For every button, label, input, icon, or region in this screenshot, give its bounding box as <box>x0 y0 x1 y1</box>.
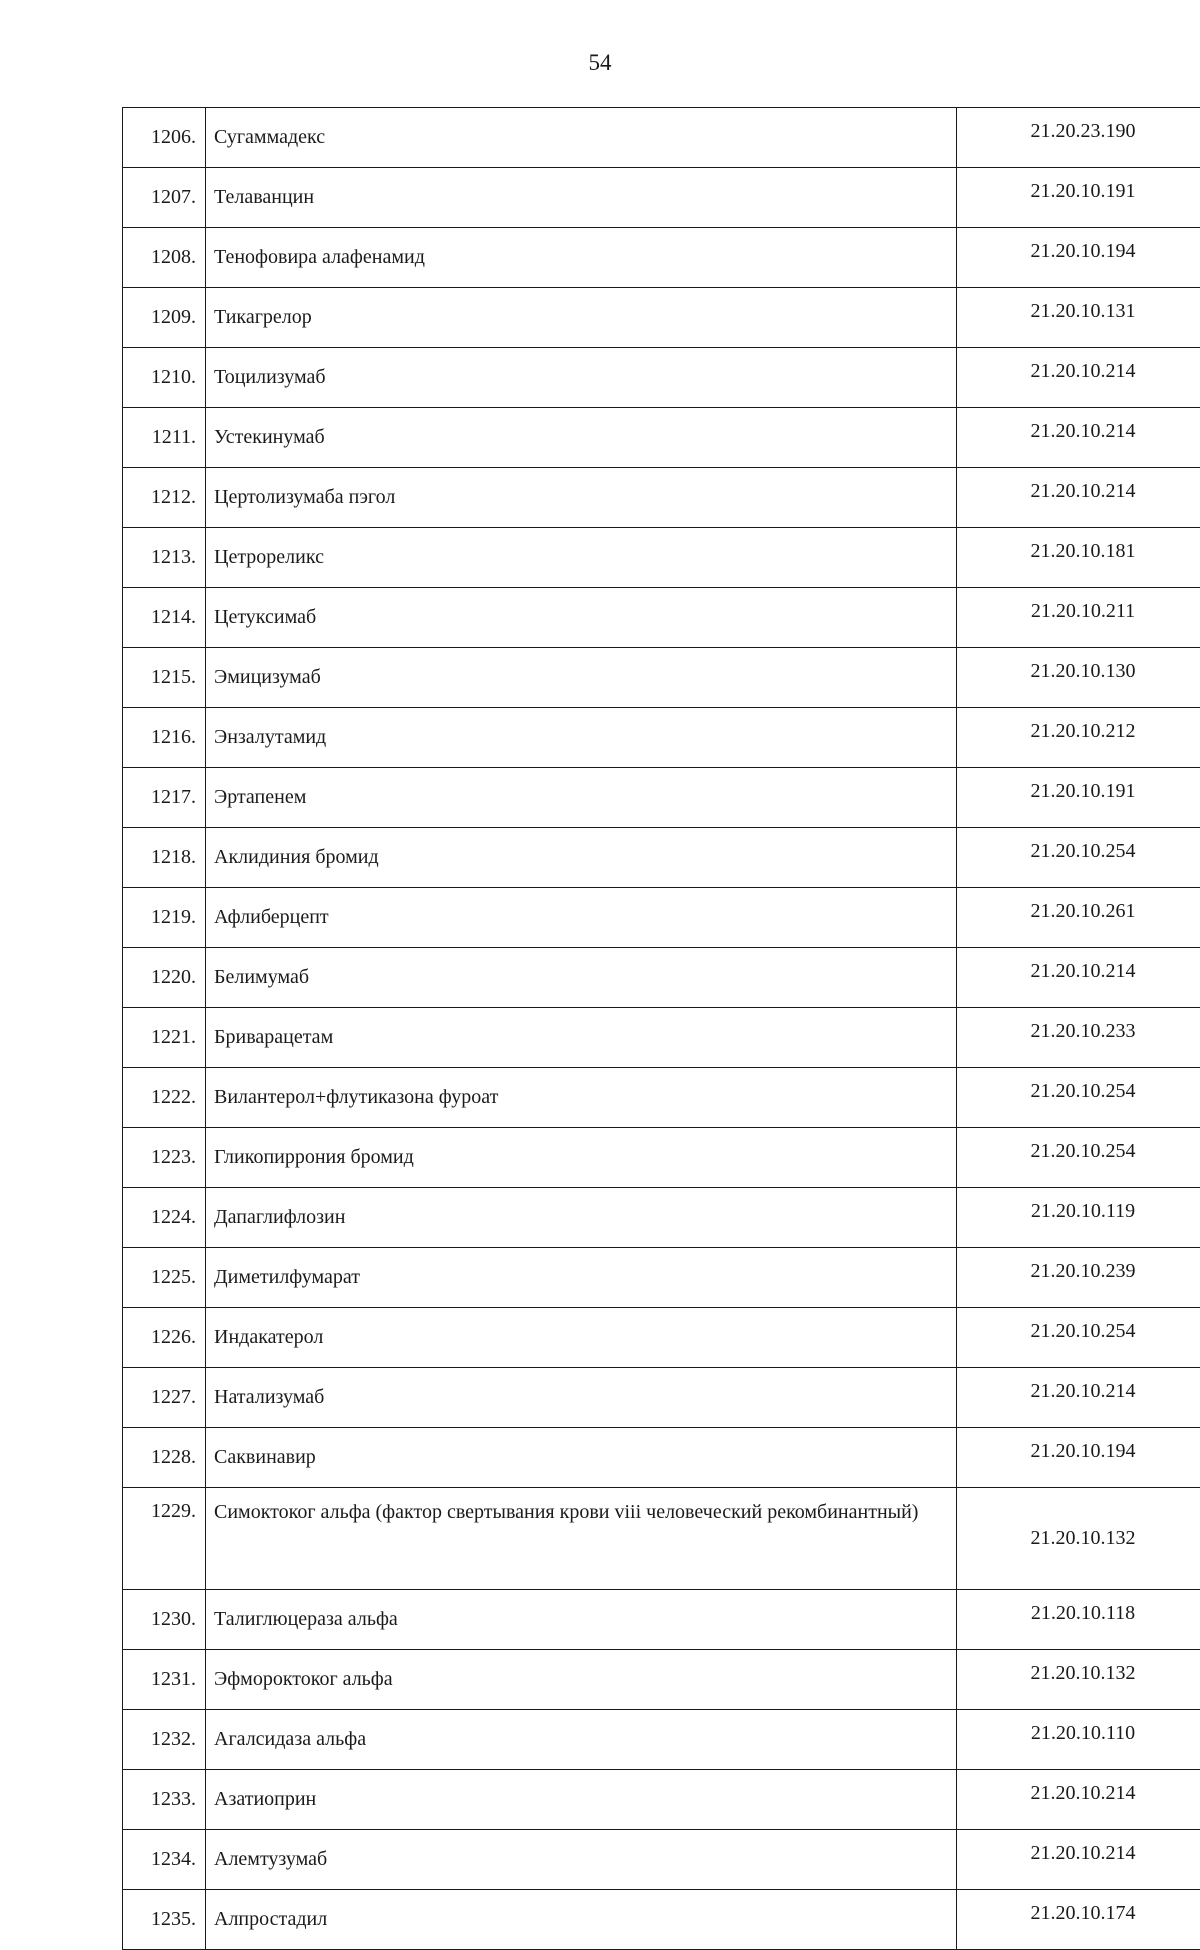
table-row <box>123 468 1200 528</box>
row-number-cell: 1210. <box>123 348 206 408</box>
row-number-cell: 1235. <box>123 1890 206 1950</box>
code-cell: 21.20.10.211 <box>957 588 1200 648</box>
table-row <box>123 1368 1200 1428</box>
table-row <box>123 948 1200 1008</box>
table-row <box>123 1590 1200 1650</box>
table-row <box>123 888 1200 948</box>
drug-name-cell: Аклидиния бромид <box>206 828 957 888</box>
table-row <box>123 1770 1200 1830</box>
code-cell: 21.20.10.214 <box>957 1368 1200 1428</box>
row-number-cell: 1233. <box>123 1770 206 1830</box>
row-number-cell: 1220. <box>123 948 206 1008</box>
drug-name-cell: Натализумаб <box>206 1368 957 1428</box>
table-row <box>123 1890 1200 1950</box>
code-cell: 21.20.10.194 <box>957 228 1200 288</box>
code-cell: 21.20.10.181 <box>957 528 1200 588</box>
code-cell: 21.20.10.254 <box>957 1128 1200 1188</box>
table-row <box>123 228 1200 288</box>
drug-name-cell: Бриварацетам <box>206 1008 957 1068</box>
code-cell: 21.20.10.132 <box>957 1650 1200 1710</box>
row-number-cell: 1215. <box>123 648 206 708</box>
code-cell: 21.20.10.214 <box>957 408 1200 468</box>
drug-table-body <box>123 108 1200 1950</box>
code-cell: 21.20.10.174 <box>957 1890 1200 1950</box>
code-cell: 21.20.10.261 <box>957 888 1200 948</box>
row-number-cell: 1230. <box>123 1590 206 1650</box>
code-cell: 21.20.10.131 <box>957 288 1200 348</box>
drug-name-cell: Диметилфумарат <box>206 1248 957 1308</box>
row-number-cell: 1229. <box>123 1488 206 1590</box>
table-row <box>123 1650 1200 1710</box>
code-cell: 21.20.10.110 <box>957 1710 1200 1770</box>
table-row <box>123 588 1200 648</box>
row-number-cell: 1227. <box>123 1368 206 1428</box>
code-cell: 21.20.10.254 <box>957 1068 1200 1128</box>
row-number-cell: 1207. <box>123 168 206 228</box>
drug-name-cell: Цертолизумаба пэгол <box>206 468 957 528</box>
drug-name-cell: Эмицизумаб <box>206 648 957 708</box>
table-row <box>123 1188 1200 1248</box>
table-row <box>123 1830 1200 1890</box>
row-number-cell: 1226. <box>123 1308 206 1368</box>
drug-name-cell: Алпростадил <box>206 1890 957 1950</box>
code-cell: 21.20.10.191 <box>957 168 1200 228</box>
page-number: 54 <box>0 50 1200 76</box>
table-row <box>123 168 1200 228</box>
table-row <box>123 648 1200 708</box>
code-cell: 21.20.10.214 <box>957 468 1200 528</box>
table-row <box>123 828 1200 888</box>
row-number-cell: 1223. <box>123 1128 206 1188</box>
code-cell: 21.20.10.119 <box>957 1188 1200 1248</box>
drug-name-cell: Белимумаб <box>206 948 957 1008</box>
row-number-cell: 1225. <box>123 1248 206 1308</box>
row-number-cell: 1221. <box>123 1008 206 1068</box>
table-row <box>123 1068 1200 1128</box>
drug-name-cell: Азатиоприн <box>206 1770 957 1830</box>
row-number-cell: 1211. <box>123 408 206 468</box>
table-row <box>123 348 1200 408</box>
drug-name-cell: Дапаглифлозин <box>206 1188 957 1248</box>
table-row <box>123 1128 1200 1188</box>
code-cell: 21.20.10.233 <box>957 1008 1200 1068</box>
code-cell: 21.20.10.191 <box>957 768 1200 828</box>
row-number-cell: 1217. <box>123 768 206 828</box>
table-row <box>123 708 1200 768</box>
row-number-cell: 1231. <box>123 1650 206 1710</box>
row-number-cell: 1219. <box>123 888 206 948</box>
drug-name-cell: Тоцилизумаб <box>206 348 957 408</box>
drug-name-cell: Цетрореликс <box>206 528 957 588</box>
row-number-cell: 1213. <box>123 528 206 588</box>
table-row <box>123 1008 1200 1068</box>
row-number-cell: 1209. <box>123 288 206 348</box>
row-number-cell: 1212. <box>123 468 206 528</box>
row-number-cell: 1214. <box>123 588 206 648</box>
table-row <box>123 528 1200 588</box>
drug-name-cell: Гликопиррония бромид <box>206 1128 957 1188</box>
table-row <box>123 408 1200 468</box>
row-number-cell: 1216. <box>123 708 206 768</box>
table-row <box>123 768 1200 828</box>
code-cell: 21.20.10.118 <box>957 1590 1200 1650</box>
table-row <box>123 1428 1200 1488</box>
code-cell: 21.20.10.214 <box>957 1770 1200 1830</box>
drug-name-cell: Тикагрелор <box>206 288 957 348</box>
code-cell: 21.20.10.214 <box>957 348 1200 408</box>
drug-name-cell: Цетуксимаб <box>206 588 957 648</box>
row-number-cell: 1228. <box>123 1428 206 1488</box>
row-number-cell: 1222. <box>123 1068 206 1128</box>
row-number-cell: 1208. <box>123 228 206 288</box>
code-cell: 21.20.10.214 <box>957 948 1200 1008</box>
table-row <box>123 288 1200 348</box>
drug-name-cell: Эртапенем <box>206 768 957 828</box>
table-row <box>123 1710 1200 1770</box>
drug-name-cell: Энзалутамид <box>206 708 957 768</box>
drug-table <box>122 107 1200 1950</box>
code-cell: 21.20.10.194 <box>957 1428 1200 1488</box>
drug-name-cell: Эфмороктоког альфа <box>206 1650 957 1710</box>
table-row <box>123 1248 1200 1308</box>
row-number-cell: 1232. <box>123 1710 206 1770</box>
row-number-cell: 1218. <box>123 828 206 888</box>
table-row <box>123 1488 1200 1590</box>
row-number-cell: 1234. <box>123 1830 206 1890</box>
drug-name-cell: Тенофовира алафенамид <box>206 228 957 288</box>
drug-name-cell: Вилантерол+флутиказона фуроат <box>206 1068 957 1128</box>
table-row <box>123 108 1200 168</box>
code-cell: 21.20.10.239 <box>957 1248 1200 1308</box>
code-cell: 21.20.23.190 <box>957 108 1200 168</box>
code-cell: 21.20.10.130 <box>957 648 1200 708</box>
code-cell: 21.20.10.254 <box>957 828 1200 888</box>
drug-name-cell: Талиглюцераза альфа <box>206 1590 957 1650</box>
drug-name-cell: Симоктоког альфа (фактор свертывания крови viii человеческий рекомбинантный) <box>206 1488 957 1590</box>
drug-name-cell: Агалсидаза альфа <box>206 1710 957 1770</box>
code-cell: 21.20.10.212 <box>957 708 1200 768</box>
code-cell: 21.20.10.132 <box>957 1488 1200 1590</box>
code-cell: 21.20.10.254 <box>957 1308 1200 1368</box>
drug-name-cell: Устекинумаб <box>206 408 957 468</box>
table-row <box>123 1308 1200 1368</box>
drug-name-cell: Афлиберцепт <box>206 888 957 948</box>
drug-name-cell: Саквинавир <box>206 1428 957 1488</box>
drug-name-cell: Алемтузумаб <box>206 1830 957 1890</box>
code-cell: 21.20.10.214 <box>957 1830 1200 1890</box>
row-number-cell: 1206. <box>123 108 206 168</box>
drug-name-cell: Телаванцин <box>206 168 957 228</box>
row-number-cell: 1224. <box>123 1188 206 1248</box>
drug-name-cell: Сугаммадекс <box>206 108 957 168</box>
drug-name-cell: Индакатерол <box>206 1308 957 1368</box>
